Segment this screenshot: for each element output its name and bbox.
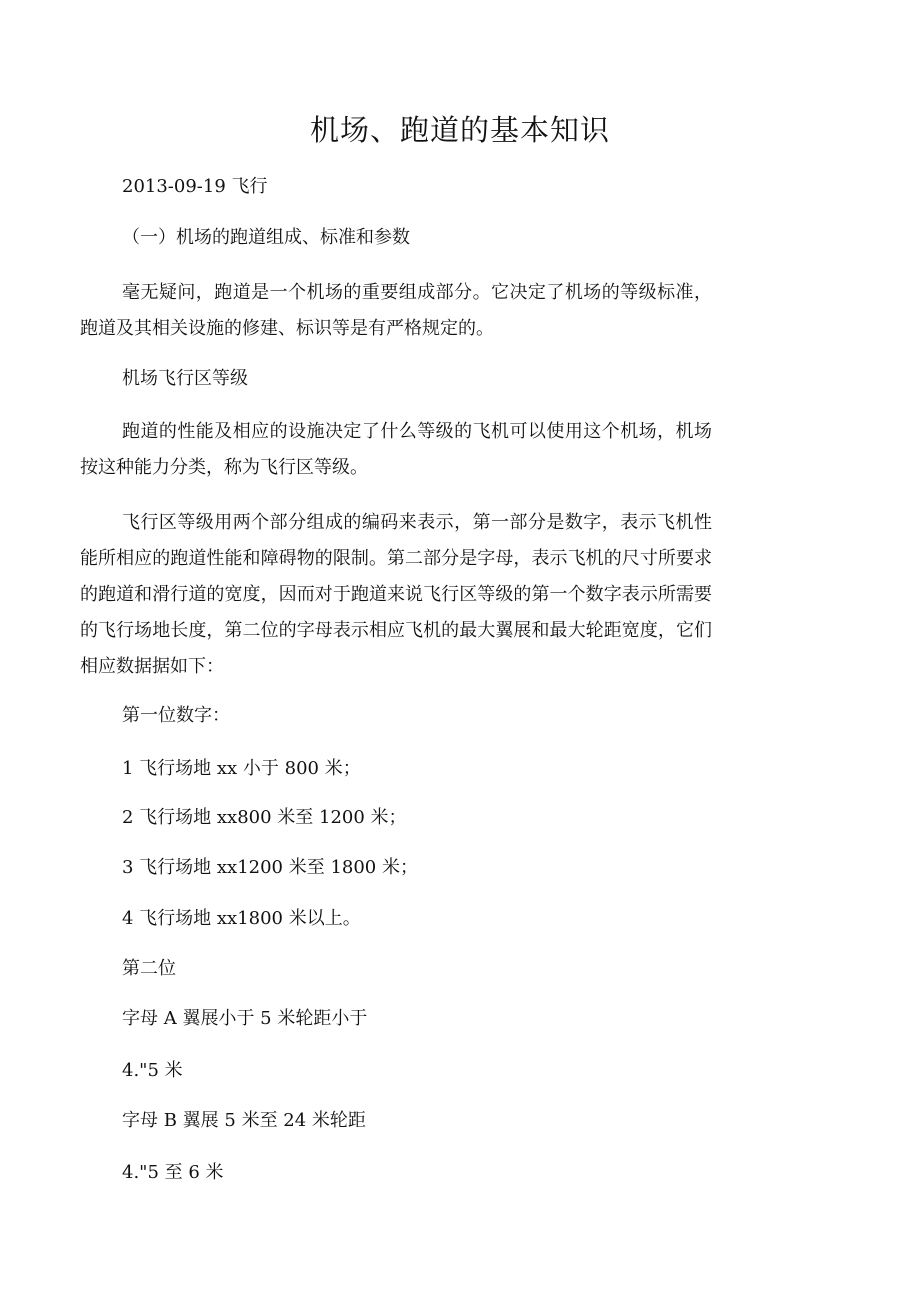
paragraph-grade: 跑道的性能及相应的设施决定了什么等级的飞机可以使用这个机场，机场按这种能力分类，称为飞行区等级。 [80, 421, 712, 478]
page-title: 机场、跑道的基本知识 [309, 113, 610, 147]
subheading-grade: 机场飞行区等级 [122, 368, 248, 389]
letter-b-line-2: 4."5 至 6 米 [122, 1162, 224, 1183]
section-heading: （一）机场的跑道组成、标准和参数 [122, 227, 410, 248]
second-digit-heading: 第二位 [122, 958, 176, 979]
letter-a-line-1: 字母 A 翼展小于 5 米轮距小于 [122, 1008, 368, 1029]
digit-item-3: 3 飞行场地 xx1200 米至 1800 米； [122, 857, 418, 878]
paragraph-code: 飞行区等级用两个部分组成的编码来表示，第一部分是数字，表示飞机性能所相应的跑道性能和障碍物的限制。第二部分是字母，表示飞机的尺寸所要求的跑道和滑行道的宽度，因而对于跑道来说飞行区等级的第一个数字表示所需要的飞行场地长度，第二位的字母表示相应飞机的最大翼展和最大轮距宽度，它们相应数据据如下： [80, 512, 712, 677]
digit-item-2: 2 飞行场地 xx800 米至 1200 米； [122, 807, 407, 828]
dateline: 2013-09-19 飞行 [122, 176, 268, 197]
digit-item-1: 1 飞行场地 xx 小于 800 米； [122, 758, 361, 779]
letter-b-line-1: 字母 B 翼展 5 米至 24 米轮距 [122, 1110, 366, 1131]
letter-a-line-2: 4."5 米 [122, 1060, 183, 1081]
paragraph-intro: 毫无疑问，跑道是一个机场的重要组成部分。它决定了机场的等级标准，跑道及其相关设施的修建、标识等是有严格规定的。 [80, 282, 712, 339]
first-digit-heading: 第一位数字： [122, 705, 230, 726]
digit-item-4: 4 飞行场地 xx1800 米以上。 [122, 908, 361, 929]
